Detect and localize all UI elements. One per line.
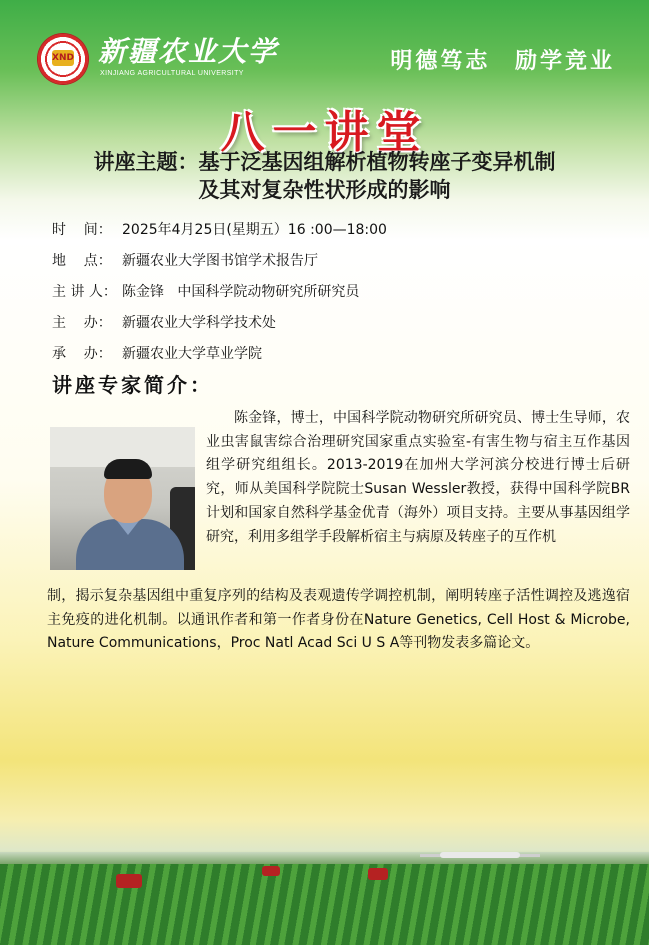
tractor-icon: [368, 868, 388, 880]
farmland-field: [0, 864, 649, 945]
bio-full-width-text: 制，揭示复杂基因组中重复序列的结构及表观遗传学调控机制，阐明转座子活性调控及逃逸宿主免疫的进化机制。以通讯作者和第一作者身份在Nature Genetics, Cell Host & Microbe, Nature Communications，Proc Natl Acad Sci U S A等刊物发表多篇论文。: [47, 588, 630, 652]
detail-value: 新疆农业大学科学技术处: [122, 314, 276, 331]
seal-core-text: XND: [52, 50, 74, 66]
university-seal-icon: [38, 34, 88, 84]
detail-row-location: [52, 244, 612, 275]
detail-row-time: [52, 213, 612, 244]
detail-label: 承 办：: [52, 345, 112, 362]
poster-title: 八一讲堂: [220, 107, 429, 158]
university-motto: 明德笃志 励学竞业: [390, 48, 615, 74]
speaker-photo: [50, 427, 195, 570]
farmland-horizon: [0, 852, 649, 864]
detail-value: 新疆农业大学草业学院: [122, 345, 262, 362]
bio-wrapped-text: 陈金锋，博士，中国科学院动物研究所研究员、博士生导师，农业虫害鼠害综合治理研究国家重点实验室-有害生物与宿主互作基因组学研究组组长。2013-2019在加州大学河滨分校进行博士后研究，师从美国科学院院士Susan Wessler教授，获得中国科学院BR计划和国家自然科学基金优青（海外）项目支持。主要从事基因组学研究，利用多组学手段解析宿主与病原及转座子的互作机: [206, 410, 630, 545]
detail-label: 地 点：: [52, 252, 112, 269]
speaker-intro-heading: 讲座专家简介：: [52, 373, 213, 397]
topic-line-1: 讲座主题：基于泛基因组解析植物转座子变异机制: [93, 150, 556, 174]
lecture-topic: [0, 148, 649, 204]
detail-value: 新疆农业大学图书馆学术报告厅: [122, 252, 318, 269]
detail-row-host: [52, 306, 612, 337]
detail-row-speaker: [52, 275, 612, 306]
header-banner: [0, 0, 649, 92]
detail-row-organizer: [52, 337, 612, 368]
detail-label: 主 讲 人：: [52, 283, 117, 300]
university-name-en: XINJIANG AGRICULTURAL UNIVERSITY: [100, 70, 244, 77]
tractor-icon: [262, 866, 280, 876]
detail-value: 2025年4月25日(星期五）16 :00—18:00: [122, 221, 387, 238]
detail-value: 陈金锋 中国科学院动物研究所研究员: [122, 283, 360, 300]
crop-duster-plane-icon: [440, 852, 520, 858]
tractor-icon: [116, 874, 142, 888]
photo-speaker-hair: [104, 459, 152, 479]
detail-label: 时 间：: [52, 221, 112, 238]
topic-line-2: 及其对复杂性状形成的影响: [198, 178, 451, 202]
farmland-scene: [0, 852, 649, 945]
university-name-cn: 新疆农业大学: [98, 35, 279, 68]
lecture-details: [52, 213, 612, 368]
detail-label: 主 办：: [52, 314, 112, 331]
